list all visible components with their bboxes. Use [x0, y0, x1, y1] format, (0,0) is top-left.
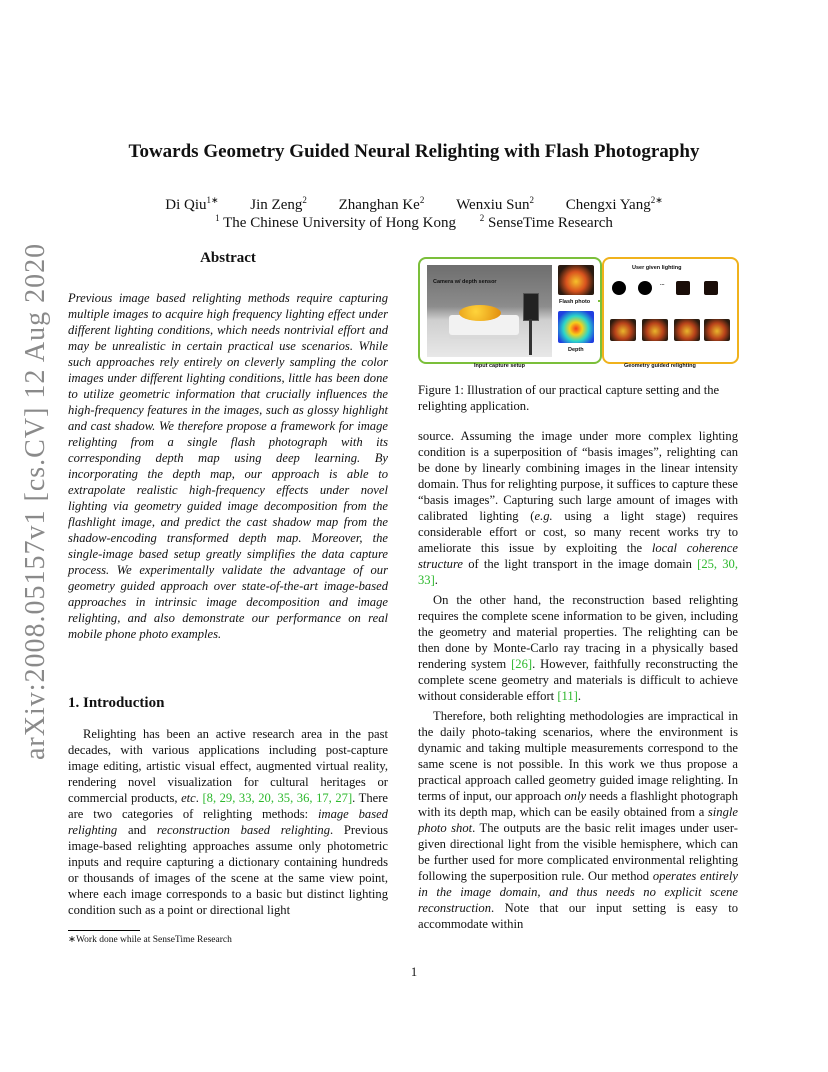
arxiv-stamp-text: arXiv:2008.05157v1 [cs.CV] 12 Aug 2020 — [20, 242, 51, 760]
author: Zhanghan Ke$^2$ — [338, 195, 425, 213]
light-sphere-icon — [612, 281, 626, 295]
page-number: 1 — [410, 965, 418, 979]
citation-link[interactable]: [26] — [511, 657, 533, 671]
label-input-setup: Input capture setup — [474, 363, 526, 369]
abstract-heading: Abstract — [200, 250, 256, 266]
light-sphere-icon — [638, 281, 652, 295]
author-list — [0, 195, 828, 214]
label-camera: Camera w/ depth sensor — [433, 279, 497, 285]
input-capture-panel — [418, 257, 602, 364]
figure-caption: Figure 1: Illustration of our practical capture setting and the relighting application. — [418, 383, 720, 413]
light-sphere-icon — [704, 281, 718, 295]
intro-column — [68, 726, 388, 918]
citation-link[interactable]: [25, 30, 33] — [418, 557, 738, 587]
paragraph: Therefore, both relighting methodologies are impractical in the daily photo-taking scenarios, where the environment is dynamic and taking multiple measurements correspond to the same scene is not possible. In this work we thus propose a practical approach called geometry guided image relighting. In terms of input, our approach only needs a flashlight photograph with its depth map, which can be easily obtained from a single photo shot. The outputs are the basic relit images under user-given directional light from the visible hemisphere, which can be further used for more complicated environmental relighting following the superposition rule. Our method operates entirely in the image domain, and thus needs no explicit scene reconstruction. Note that our input setting is easy to accommodate within — [418, 709, 738, 931]
affiliation: $^2$ SenseTime Research — [479, 213, 613, 231]
author: Di Qiu$^{1∗}$ — [165, 195, 219, 213]
section-heading-introduction: 1. Introduction — [68, 695, 165, 711]
abstract-text: Previous image based relighting methods require capturing multiple images to acquire high frequency lighting effect under different lighting conditions, which needs nontrivial effort and may be unrealistic in certain practical use scenarios. While such approaches rely entirely on cleverly sampling the color images under different lighting conditions, little has been done to utilize geometric information that crucially influences the high-frequency features in the images, such as glossy highlight and cast shadow. We therefore propose a framework for image relighting from a single flash photograph with its corresponding depth map using deep learning. By incorporating the depth map, our approach is able to extrapolate realistic high-frequency effects under novel lighting via geometry guided image decomposition from the flashlight image, and predict the cast shadow map from the shadow-encoding transformed depth map. Moreover, the single-image based setup greatly simplifies the data capture process. We experimentally validate the advantage of our geometry guided approach over state-of-the-art image-based approaches in intrinsic image decomposition and image relighting, and also demonstrate our performance on real mobile phone photo examples. — [68, 291, 388, 641]
relit-image — [610, 319, 636, 341]
paper-title: Towards Geometry Guided Neural Relighting with Flash Photography — [128, 141, 700, 162]
flash-photo-thumb — [558, 265, 594, 295]
relit-image — [674, 319, 700, 341]
label-flash: Flash photo — [559, 299, 591, 305]
relighting-panel — [602, 257, 739, 364]
ellipsis: ... — [660, 281, 665, 287]
label-geometry-relighting: Geometry guided relighting — [624, 363, 696, 369]
phone-camera — [523, 293, 539, 321]
affiliations — [0, 213, 828, 232]
label-depth: Depth — [568, 347, 584, 353]
fruit — [459, 305, 501, 321]
tripod — [529, 319, 532, 355]
affiliation: $^1$ The Chinese University of Hong Kong — [215, 213, 457, 231]
citation-link[interactable]: [11] — [557, 689, 578, 703]
footnote-rule — [68, 930, 140, 931]
citation-link[interactable]: [8, 29, 33, 20, 35, 36, 17, 27] — [202, 791, 353, 805]
figure-1 — [418, 255, 740, 373]
right-column — [418, 428, 738, 932]
paragraph: source. Assuming the image under more complex lighting condition is a superposition of “basis images”, relighting can be done by linearly combining images in the linear intensity domain. Thus for relighting purpose, it suffices to capture these “basis images”. Capturing such large amount of images with calibrated lighting (e.g. using a light stage) requires considerable effort or cost, so many recent works try to ameliorate this issue by exploiting the local coherence structure of the light transport in the image domain [25, 30, 33]. — [418, 429, 738, 587]
capture-setup-photo — [427, 265, 552, 357]
light-sphere-icon — [676, 281, 690, 295]
author: Chengxi Yang$^{2∗}$ — [565, 195, 663, 213]
author: Wenxiu Sun$^2$ — [456, 195, 534, 213]
footnote: ∗Work done while at SenseTime Research — [68, 935, 232, 945]
intro-paragraph: Relighting has been an active research area in the past decades, with various applications including post-capture image editing, artistic visual effect, augmented virtual reality, rendering novel visualization for cultural heritages or commercial products, etc. [8, 29, 33, 20, 35, 36, 17, 27]. There are two categories of relighting methods: image based relighting and reconstruction based relighting. Previous image-based relighting approaches assume only photometric inputs and require capturing a dictionary containing hundreds or thousands of images of the scene at the same view point, where each image corresponds to a basic but distinct lighting condition such as a point or directional light — [68, 727, 389, 917]
author: Jin Zeng$^2$ — [250, 195, 307, 213]
relit-image — [704, 319, 730, 341]
paragraph: On the other hand, the reconstruction based relighting requires the complete scene information to be given, including the geometry and material properties. The relighting can be then done by Monte-Carlo ray tracing in a physically based rendering system [26]. However, faithfully reconstructing the complete scene geometry and materials is difficult to achieve without considerable effort [11]. — [418, 593, 738, 703]
relit-image — [642, 319, 668, 341]
arxiv-stamp — [20, 242, 51, 760]
label-user-lighting: User given lighting — [632, 265, 682, 271]
depth-map-thumb — [558, 311, 594, 343]
